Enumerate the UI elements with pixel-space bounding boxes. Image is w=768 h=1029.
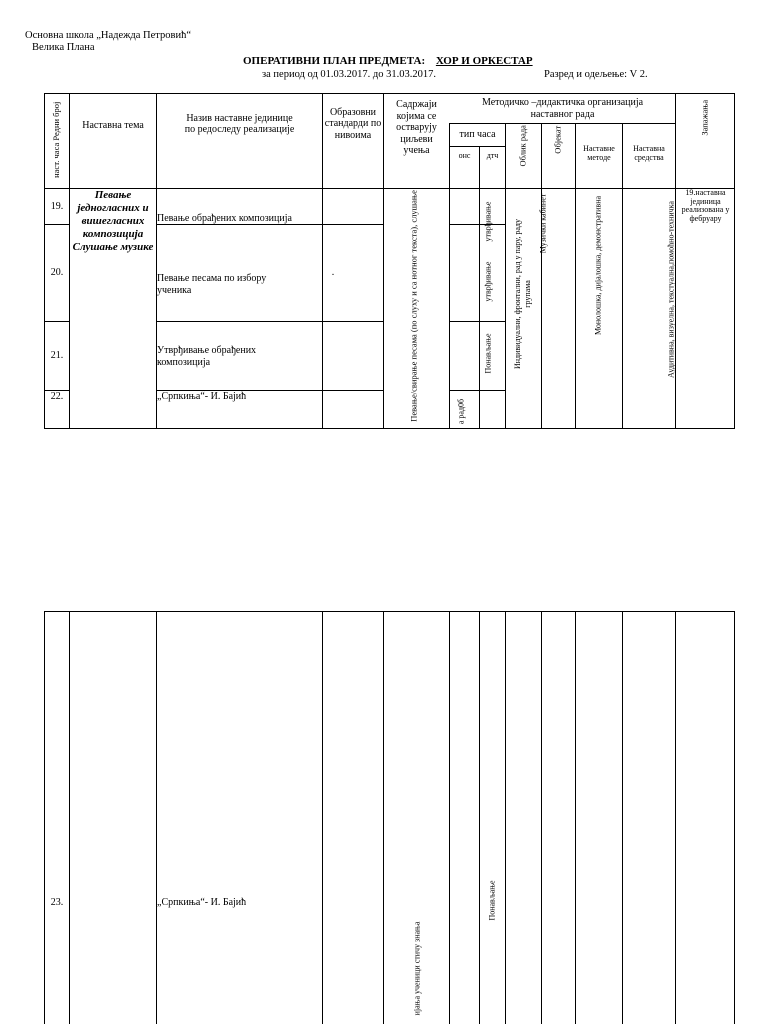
col-notes: Запажања: [699, 99, 710, 136]
col-work-form: Облик рада: [517, 125, 528, 167]
row-19-number: 19.: [50, 200, 64, 212]
col-aids: Наставна средства: [633, 144, 665, 162]
col-content: Садржаји којима се остварују циљеви учења: [396, 99, 437, 157]
row-20-unit: Певање песама по избору ученика: [157, 273, 267, 296]
col-lesson-type: тип часа: [459, 129, 496, 141]
col-lesson-hour: наст. часа: [50, 142, 61, 178]
col-standards: Образовни стандарди по нивоима: [324, 106, 382, 141]
plan-period: за период од 01.03.2017. до 31.03.2017.: [262, 69, 437, 80]
row-23-number: 23.: [50, 897, 64, 909]
col-ordinal: [52, 92, 62, 187]
col-ordinal-label: Редни број: [50, 101, 61, 141]
row-23-content-fragment: ијања ученици стичу знања: [412, 921, 422, 1016]
col-dtch: дтч: [486, 150, 499, 160]
methods-cell: Монолошка, дијалошка, демонстративна: [593, 195, 603, 336]
row-20-standards: .: [331, 267, 335, 279]
row-22-unit: „Српкиња“- И. Бајић: [157, 391, 247, 402]
row-21-number: 21.: [50, 350, 64, 362]
work-form-cell: Индивидуални, фронтални, рад у пару, раду групама: [513, 219, 532, 370]
col-methods: Наставне методе: [583, 144, 615, 162]
content-cell: Певање/свирање песама (по слуху и са нотног текста), слушање: [408, 190, 419, 422]
topic-cell: Певање једногласних и вишегласних композиција Слушање музике: [72, 189, 154, 253]
col-ons: онс: [458, 150, 471, 160]
col-unit-name: Назив наставне јединице по редоследу реализације: [184, 112, 295, 135]
grade-class: Разред и одељење: V 2.: [544, 69, 648, 80]
subject-name: ХОР И ОРКЕСТАР: [435, 55, 533, 67]
ons-fragment: а рад0б: [456, 398, 466, 425]
notes-cell: 19.наставна јединица реализована у фебруару: [681, 188, 730, 223]
col-methodical-org: Методичко –дидактичка организација наставног рада: [481, 97, 644, 120]
row-19-unit: Певање обрађених композиција: [157, 213, 292, 224]
row-21-type: Понављање: [483, 333, 493, 374]
col-topic: Наставна тема: [82, 120, 144, 132]
row-20-number: 20.: [50, 267, 64, 279]
aids-cell: Аудитивна, визуелна, текстуална,помоћно-техничка: [666, 201, 676, 378]
row-22-number: 22.: [50, 391, 64, 402]
school-name: Основна школа „Надежда Петровић“: [25, 30, 192, 41]
row-21-unit: Утврђивање обрађених композиција: [157, 345, 257, 368]
row-19-type: утврђивање: [483, 201, 493, 242]
plan-title: [243, 55, 541, 67]
col-location: Објекат: [552, 125, 563, 154]
row-20-type: утврђивање: [483, 261, 493, 302]
row-23-type: Понављање: [487, 880, 497, 921]
plan-table-2: [44, 611, 735, 1024]
row-23-unit: „Српкиња“- И. Бајић: [157, 897, 247, 909]
plan-title-prefix: ОПЕРАТИВНИ ПЛАН ПРЕДМЕТА:: [243, 55, 426, 67]
school-city: Велика Плана: [32, 42, 95, 53]
plan-table-1: [44, 93, 735, 429]
location-cell: Музички кабинет: [538, 193, 548, 254]
